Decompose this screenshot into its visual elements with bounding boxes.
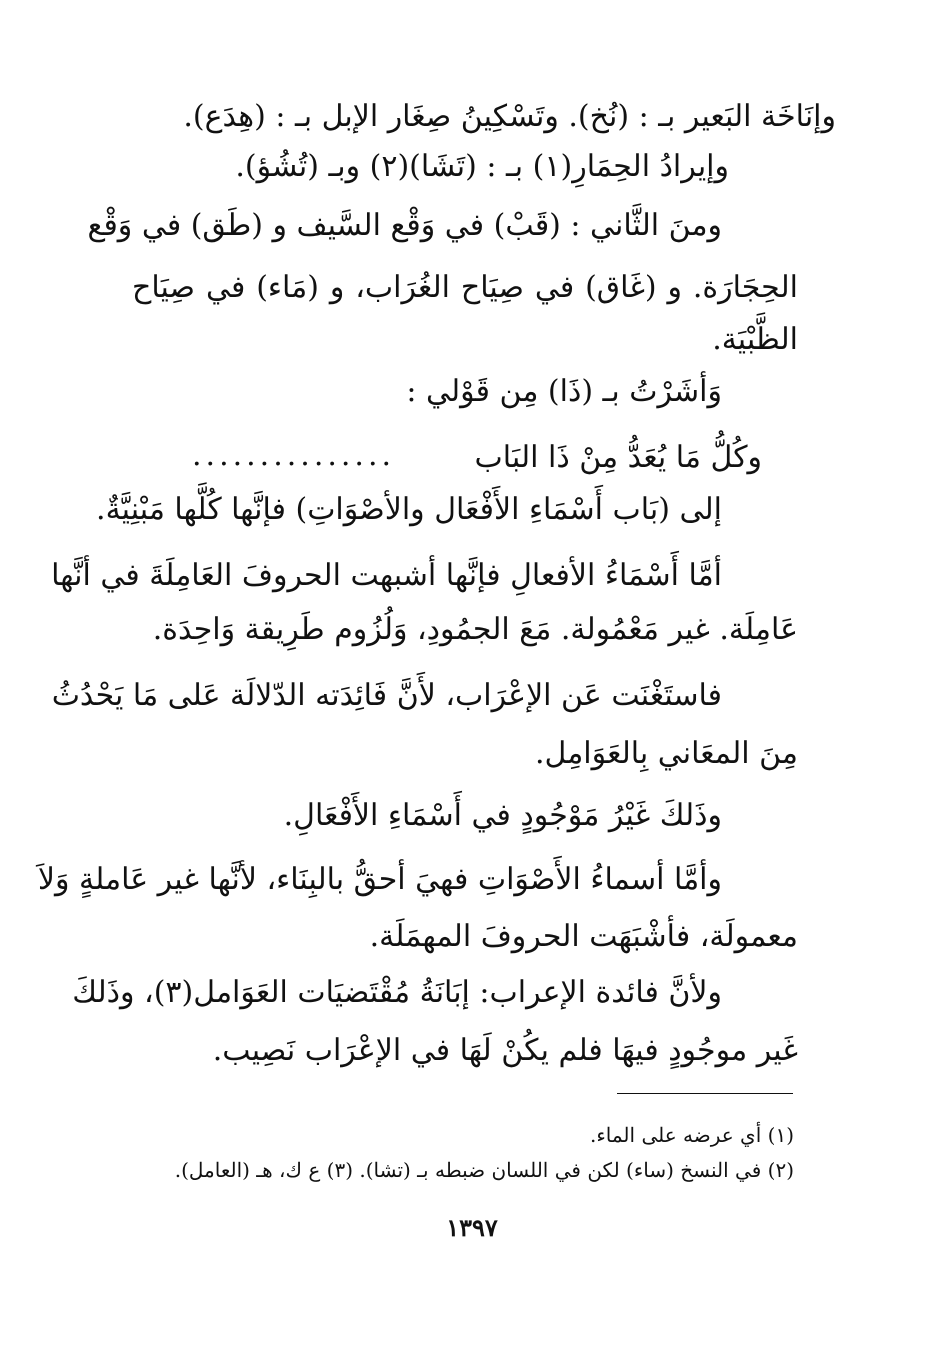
text-line: ولأنَّ فائدة الإعراب: إبَانَةُ مُقْتَضيَات العَوَامل(٣)، وذَلكَ — [72, 975, 722, 1010]
text-line: الحِجَارَة. و (غَاق) في صِيَاح الغُرَاب، و (مَاء) في صِيَاح — [132, 270, 798, 305]
text-line: أمَّا أَسْمَاءُ الأفعالِ فإنَّها أشبهت الحروفَ العَامِلَةَ في أنَّها — [51, 558, 722, 593]
verse-ellipsis: ............... — [192, 438, 396, 473]
text-line: وإيرادُ الحِمَارِ(١) بـ : (تَشَا)(٢) وبـ (تُشُؤ). — [235, 149, 729, 184]
text-line: وأمَّا أسماءُ الأَصْوَاتِ فهيَ أحقُّ بالبِنَاء، لأنَّها غير عَاملةٍ وَلاَ — [37, 862, 722, 897]
text-line: وَأشَرْتُ بـ (ذَا) مِن قَوْلي : — [406, 374, 722, 409]
text-line: وذَلكَ غَيْرُ مَوْجُودٍ في أَسْمَاءِ الأَفْعَالِ. — [283, 798, 722, 833]
footnote: (٢) في النسخ (ساء) لكن في اللسان ضبطه بـ (تشا). (٣) ع ك، هـ (العامل). — [174, 1158, 794, 1182]
footnote-divider — [617, 1093, 793, 1094]
verse-hemistich: وكُلُّ مَا يُعَدُّ مِنْ ذَا البَاب — [474, 440, 762, 475]
text-line: معمولَة، فأشْبَهَت الحروفَ المهمَلَة. — [369, 919, 798, 954]
text-line: مِنَ المعَاني بِالعَوَامِل. — [534, 736, 798, 771]
text-line: فاستَغْنَت عَن الإعْرَاب، لأَنَّ فَائِدَته الدّلالَة عَلى مَا يَحْدُثُ — [51, 678, 722, 713]
page-number: ١٣٩٧ — [446, 1213, 498, 1242]
text-line: إلى (بَاب أَسْمَاءِ الأَفْعَال والأصْوَاتِ) فإنَّها كُلَّها مَبْنِيَّةٌ. — [96, 492, 722, 527]
text-line: الظَّبْيَة. — [712, 322, 798, 357]
text-line: وإنَاخَة البَعير بـ : (نُخ). وتَسْكِينُ صِغَار الإبل بـ : (هِدَع). — [183, 99, 836, 134]
text-line: غَير موجُودٍ فيهَا فلم يكُنْ لَهَا في الإعْرَاب نَصِيب. — [212, 1033, 798, 1068]
text-line: عَامِلَة. غير مَعْمُولة. مَعَ الجمُودِ، وَلُزُوم طَرِيقة وَاحِدَة. — [152, 612, 798, 647]
text-line: ومنَ الثَّاني : (قَبْ) في وَقْع السَّيف و (طَق) في وَقْع — [87, 208, 722, 243]
footnote: (١) أي عرضه على الماء. — [590, 1123, 794, 1147]
